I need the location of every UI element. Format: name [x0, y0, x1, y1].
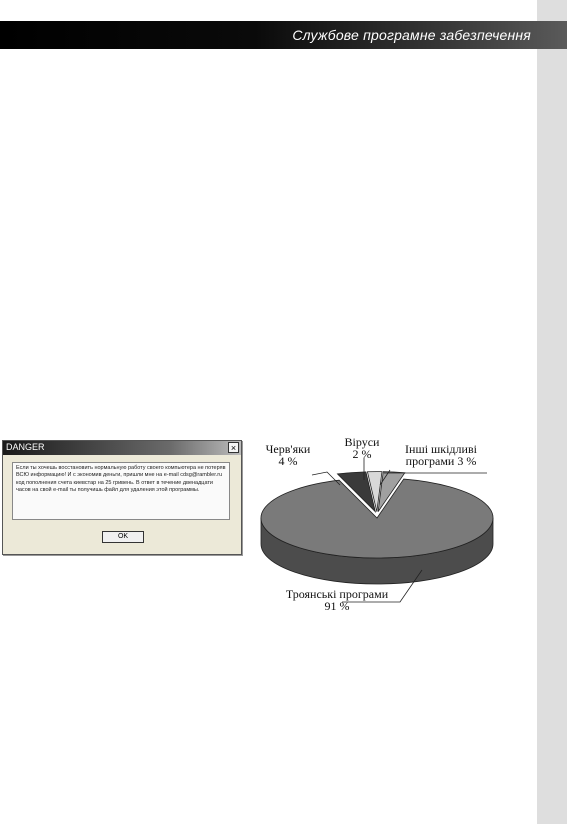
dialog-title: DANGER: [6, 442, 45, 452]
malware-pie-chart: [252, 430, 537, 630]
ok-button[interactable]: OK: [102, 531, 144, 543]
worms-label: [258, 443, 318, 467]
page-header-title: Службове програмне забезпечення: [292, 27, 531, 43]
viruses-label-name: Віруси: [344, 435, 380, 449]
troyan-label: [272, 588, 402, 612]
worms-label-value: 4 %: [278, 454, 298, 468]
page-edge-strip: [537, 0, 567, 824]
other-label-value: програми 3 %: [405, 454, 477, 468]
other-label-name: Інші шкідливі: [405, 442, 477, 456]
close-icon[interactable]: ×: [228, 442, 239, 453]
troyan-label-name: Троянські програми: [285, 587, 389, 601]
viruses-label: [338, 436, 386, 460]
other-label: [390, 443, 492, 467]
viruses-label-value: 2 %: [352, 447, 372, 461]
dialog-titlebar: [3, 441, 241, 455]
dialog-message: Если ты хочешь восстановить нормальную работу своего компьютера не потеряв ВСЮ информацию! И с экономив деньги, пришли мне на e-mail cdsg@rambler.ru код пополнения счета киевстар на 25 гривень. В ответ в течение двенадцати часов на свой e-mail ты получишь файл для удаления этой программы.: [12, 462, 230, 520]
troyan-label-value: 91 %: [324, 599, 350, 613]
danger-dialog: [2, 440, 242, 555]
worms-label-name: Черв'яки: [265, 442, 311, 456]
